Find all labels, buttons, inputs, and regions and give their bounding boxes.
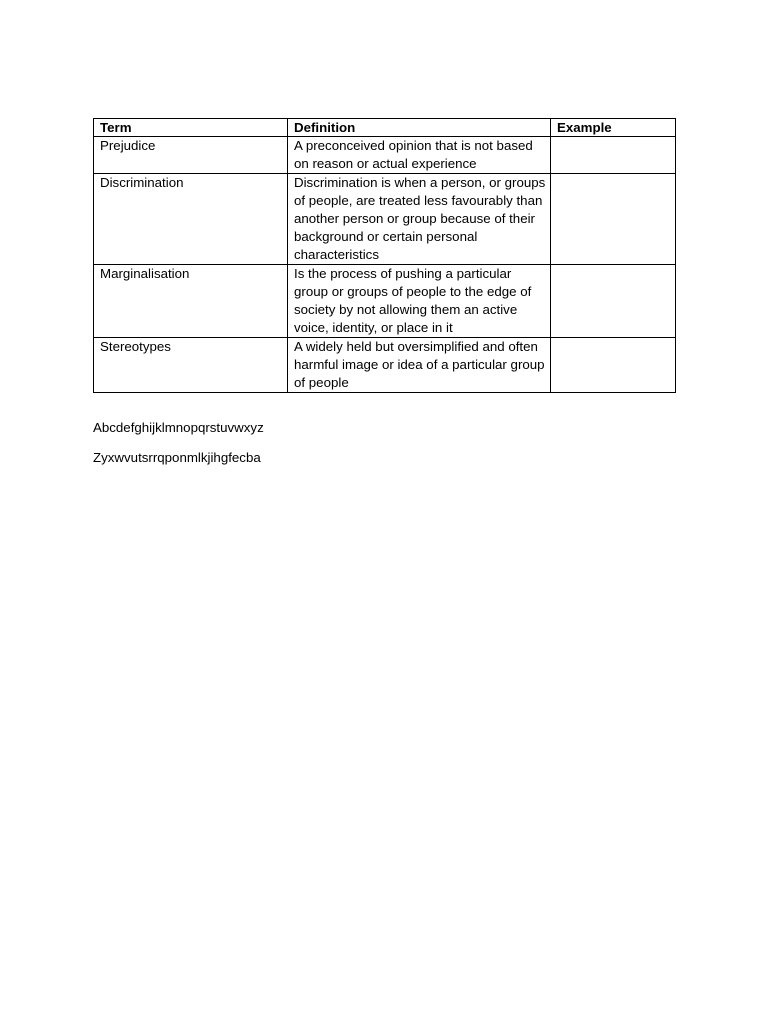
cell-term: Prejudice [94, 137, 288, 174]
header-example: Example [551, 119, 676, 137]
cell-definition: A widely held but oversimplified and often harmful image or idea of a particular group of people [288, 338, 551, 393]
cell-example [551, 265, 676, 338]
table-row [94, 338, 676, 393]
table-row [94, 174, 676, 265]
table-row [94, 265, 676, 338]
cell-example [551, 338, 676, 393]
cell-term: Discrimination [94, 174, 288, 265]
header-term: Term [94, 119, 288, 137]
cell-term: Marginalisation [94, 265, 288, 338]
terms-table [93, 118, 676, 393]
cell-example [551, 137, 676, 174]
cell-term: Stereotypes [94, 338, 288, 393]
alphabet-forward-line: Abcdefghijklmnopqrstuvwxyz [93, 420, 264, 435]
cell-definition: Is the process of pushing a particular group or groups of people to the edge of society by not allowing them an active voice, identity, or place in it [288, 265, 551, 338]
alphabet-reverse-line: Zyxwvutsrrqponmlkjihgfecba [93, 450, 261, 465]
cell-definition: A preconceived opinion that is not based on reason or actual experience [288, 137, 551, 174]
cell-example [551, 174, 676, 265]
cell-definition: Discrimination is when a person, or groups of people, are treated less favourably than another person or group because of their background or certain personal characteristics [288, 174, 551, 265]
header-definition: Definition [288, 119, 551, 137]
table-header-row [94, 119, 676, 137]
table-row [94, 137, 676, 174]
